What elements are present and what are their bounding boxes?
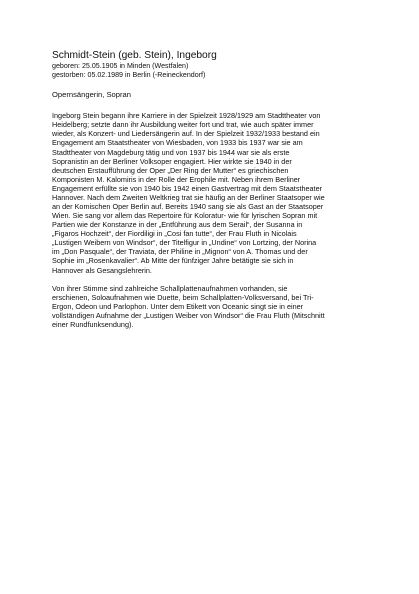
document-title: Schmidt-Stein (geb. Stein), Ingeborg [52,50,217,61]
birth-info: geboren: 25.05.1905 in Minden (Westfalen) [52,62,189,70]
text-line: einer Rundfunksendung). [52,319,134,329]
text-line: Von ihrer Stimme sind zahlreiche Schallplattenaufnahmen vorhanden, sie [52,283,288,293]
text-line: Stadttheater von Magdeburg tätig und von 1937 bis 1944 war sie als erste [52,147,290,157]
document-content [52,50,382,329]
text-line: Hannover als Gesangslehrerin. [52,265,152,275]
text-line: Hannover. Nach dem Zweiten Weltkrieg trat sie häufig an der Berliner Staatsoper wie [52,192,325,202]
death-info: gestorben: 05.02.1989 in Berlin (-Reineckendorf) [52,70,206,79]
text-line: Ingeborg Stein begann ihre Karriere in der Spielzeit 1928/1929 am Stadttheater von [52,111,321,121]
text-line: Partien wie der Konstanze in der „Entführung aus dem Serail“, der Susanna in [52,220,303,230]
text-line: Heidelberg; setzte dann ihr Ausbildung weiter fort und trat, wie auch später immer [52,120,314,130]
text-line: „Figaros Hochzeit“, der Fiordiligi in „Cosi fan tutte“, der Frau Fluth in Nicolais [52,229,297,239]
text-line: an der Komischen Oper Berlin auf. Bereits 1940 sang sie als Gast an der Staatsoper [52,201,324,211]
text-line: wieder, als Konzert- und Liedersängerin auf. In der Spielzeit 1932/1933 bestand ein [52,129,320,139]
text-line: Sopranistin an der Berliner Volksoper engagiert. Hier wirkte sie 1940 in der [52,156,292,166]
biography-paragraph [52,111,382,274]
text-line: deutschen Erstaufführung der Oper „Der Ring der Mutter“ es griechischen [52,165,289,175]
text-line: vollständigen Aufnahme der „Lustigen Weiber von Windsor“ die Frau Fluth (Mitschnitt [52,310,325,320]
recordings-paragraph [52,284,382,329]
text-line: Sophie im „Rosenkavalier“. Ab Mitte der fünfziger Jahre betätigte sie sich in [52,256,294,266]
text-line: Engagement erfüllte sie von 1940 bis 1942 einen Gastvertrag mit dem Staatstheater [52,183,323,193]
profession-line: Opernsängerin, Sopran [52,90,131,100]
text-line: Engagement am Staatstheater von Wiesbaden, von 1933 bis 1937 war sie am [52,138,303,148]
text-line: Wien. Sie sang vor allem das Repertoire für Koloratur- wie für lyrischen Sopran mit [52,211,318,221]
text-line: Ergon, Odeon und Parlophon. Unter dem Etikett von Oceanic singt sie in einer [52,301,304,311]
text-line: erschienen, Soloaufnahmen wie Duette, beim Schallplatten-Volksversand, bei Tri- [52,292,314,302]
text-line: Komponisten M. Kalomiris in der Rolle der Erophile mit. Neben ihrem Berliner [52,174,301,184]
text-line: im „Don Pasquale“, der Traviata, der Philine in „Mignon“ von A. Thomas und der [52,247,308,257]
text-line: „Lustigen Weibern von Windsor“, der Titelfigur in „Undine“ von Lortzing, der Norina [52,238,317,248]
